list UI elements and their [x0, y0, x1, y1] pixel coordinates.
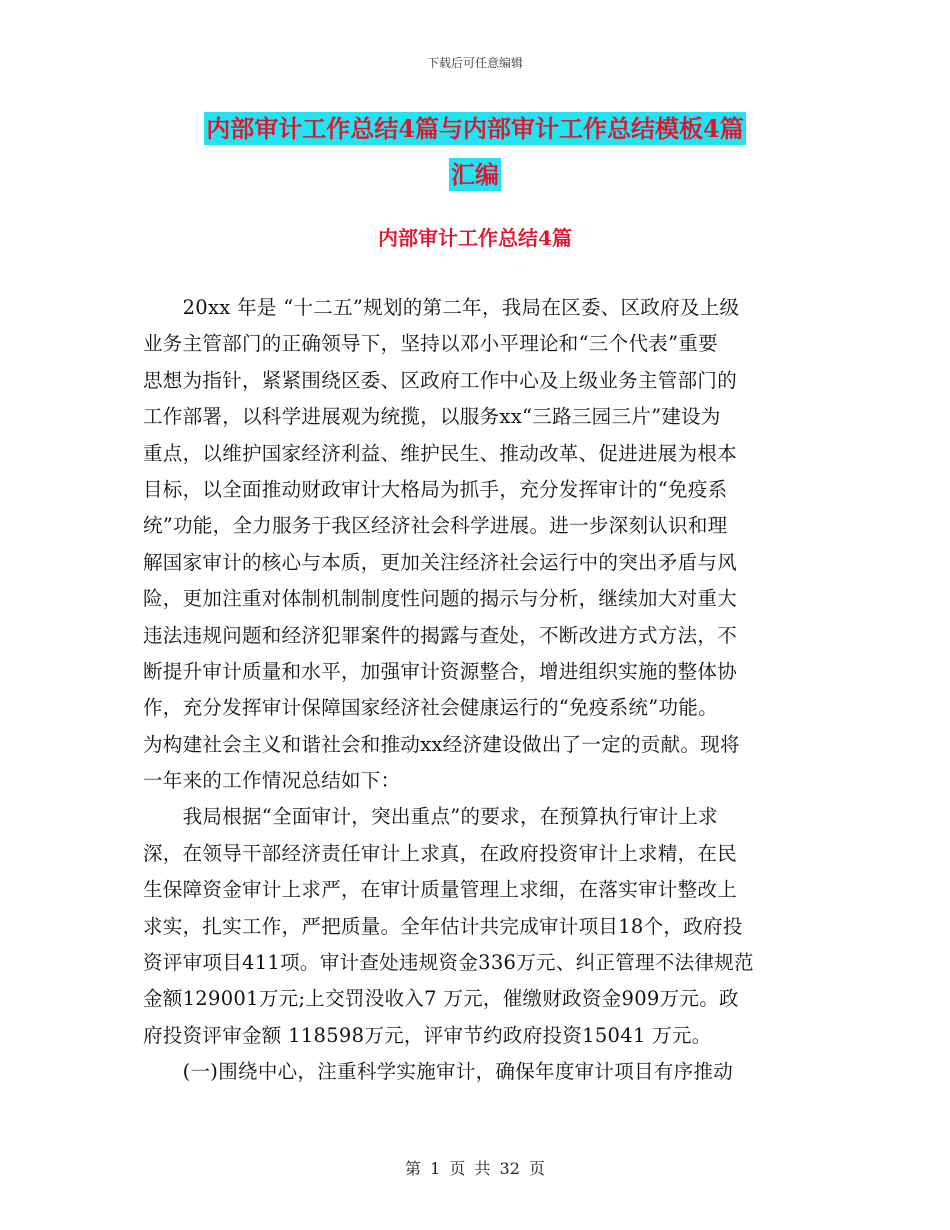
body-line: 思想为指针，紧紧围绕区委、区政府工作中心及上级业务主管部门的 — [143, 368, 738, 392]
body-line: 险，更加注重对体制机制制度性问题的揭示与分析，继续加大对重大 — [143, 587, 738, 611]
body-line: 资评审项目411项。审计查处违规资金336万元、纠正管理不法律规范 — [143, 951, 754, 975]
document-title — [143, 106, 807, 198]
body-line: 府投资评审金额 118598万元，评审节约政府投资15041 万元。 — [143, 1023, 712, 1047]
body-line: 重点，以维护国家经济利益、维护民生、推动改革、促进进展为根本 — [143, 441, 738, 465]
title-line-2-text: 汇编 — [451, 160, 499, 189]
body-text — [143, 290, 811, 1091]
body-line: 断提升审计质量和水平，加强审计资源整合，增进组织实施的整体协 — [143, 659, 738, 683]
body-line: 求实，扎实工作，严把质量。全年估计共完成审计项目18个，政府投 — [143, 914, 743, 938]
body-line: 我局根据“全面审计，突出重点”的要求，在预算执行审计上求 — [143, 805, 718, 829]
body-line: 20xx 年是 “十二五”规划的第二年，我局在区委、区政府及上级 — [143, 296, 740, 319]
body-line: (一)围绕中心，注重科学实施审计，确保年度审计项目有序推动 — [143, 1060, 734, 1084]
section-heading: 内部审计工作总结4篇 — [378, 226, 572, 250]
body-line: 工作部署，以科学进展观为统揽，以服务xx“三路三园三片”建设为 — [143, 405, 721, 429]
body-line: 业务主管部门的正确领导下，坚持以邓小平理论和“三个代表”重要 — [143, 332, 718, 356]
page-footer: 第 1 页 共 32 页 — [405, 1159, 545, 1178]
body-line: 金额129001万元;上交罚没收入7 万元，催缴财政资金909万元。政 — [143, 987, 739, 1011]
title-line-1-text: 内部审计工作总结4篇与内部审计工作总结模板4篇 — [206, 114, 744, 143]
body-line: 解国家审计的核心与本质，更加关注经济社会运行中的突出矛盾与风 — [143, 550, 738, 574]
header-note: 下载后可任意编辑 — [426, 56, 523, 70]
body-line: 一年来的工作情况总结如下： — [143, 769, 401, 793]
title-line-2 — [143, 152, 807, 198]
title-line-1 — [143, 106, 807, 152]
body-line: 为构建社会主义和谐社会和推动xx经济建设做出了一定的贡献。现将 — [143, 732, 740, 756]
body-line: 生保障资金审计上求严，在审计质量管理上求细，在落实审计整改上 — [143, 878, 738, 902]
body-line: 深，在领导干部经济责任审计上求真，在政府投资审计上求精，在民 — [143, 841, 738, 865]
body-line: 违法违规问题和经济犯罪案件的揭露与查处，不断改进方式方法，不 — [143, 623, 738, 647]
body-line: 统”功能，全力服务于我区经济社会科学进展。进一步深刻认识和理 — [143, 514, 728, 538]
body-line: 作，充分发挥审计保障国家经济社会健康运行的“免疫系统”功能。 — [143, 696, 718, 720]
body-line: 目标，以全面推动财政审计大格局为抓手，充分发挥审计的“免疫系 — [143, 477, 728, 501]
